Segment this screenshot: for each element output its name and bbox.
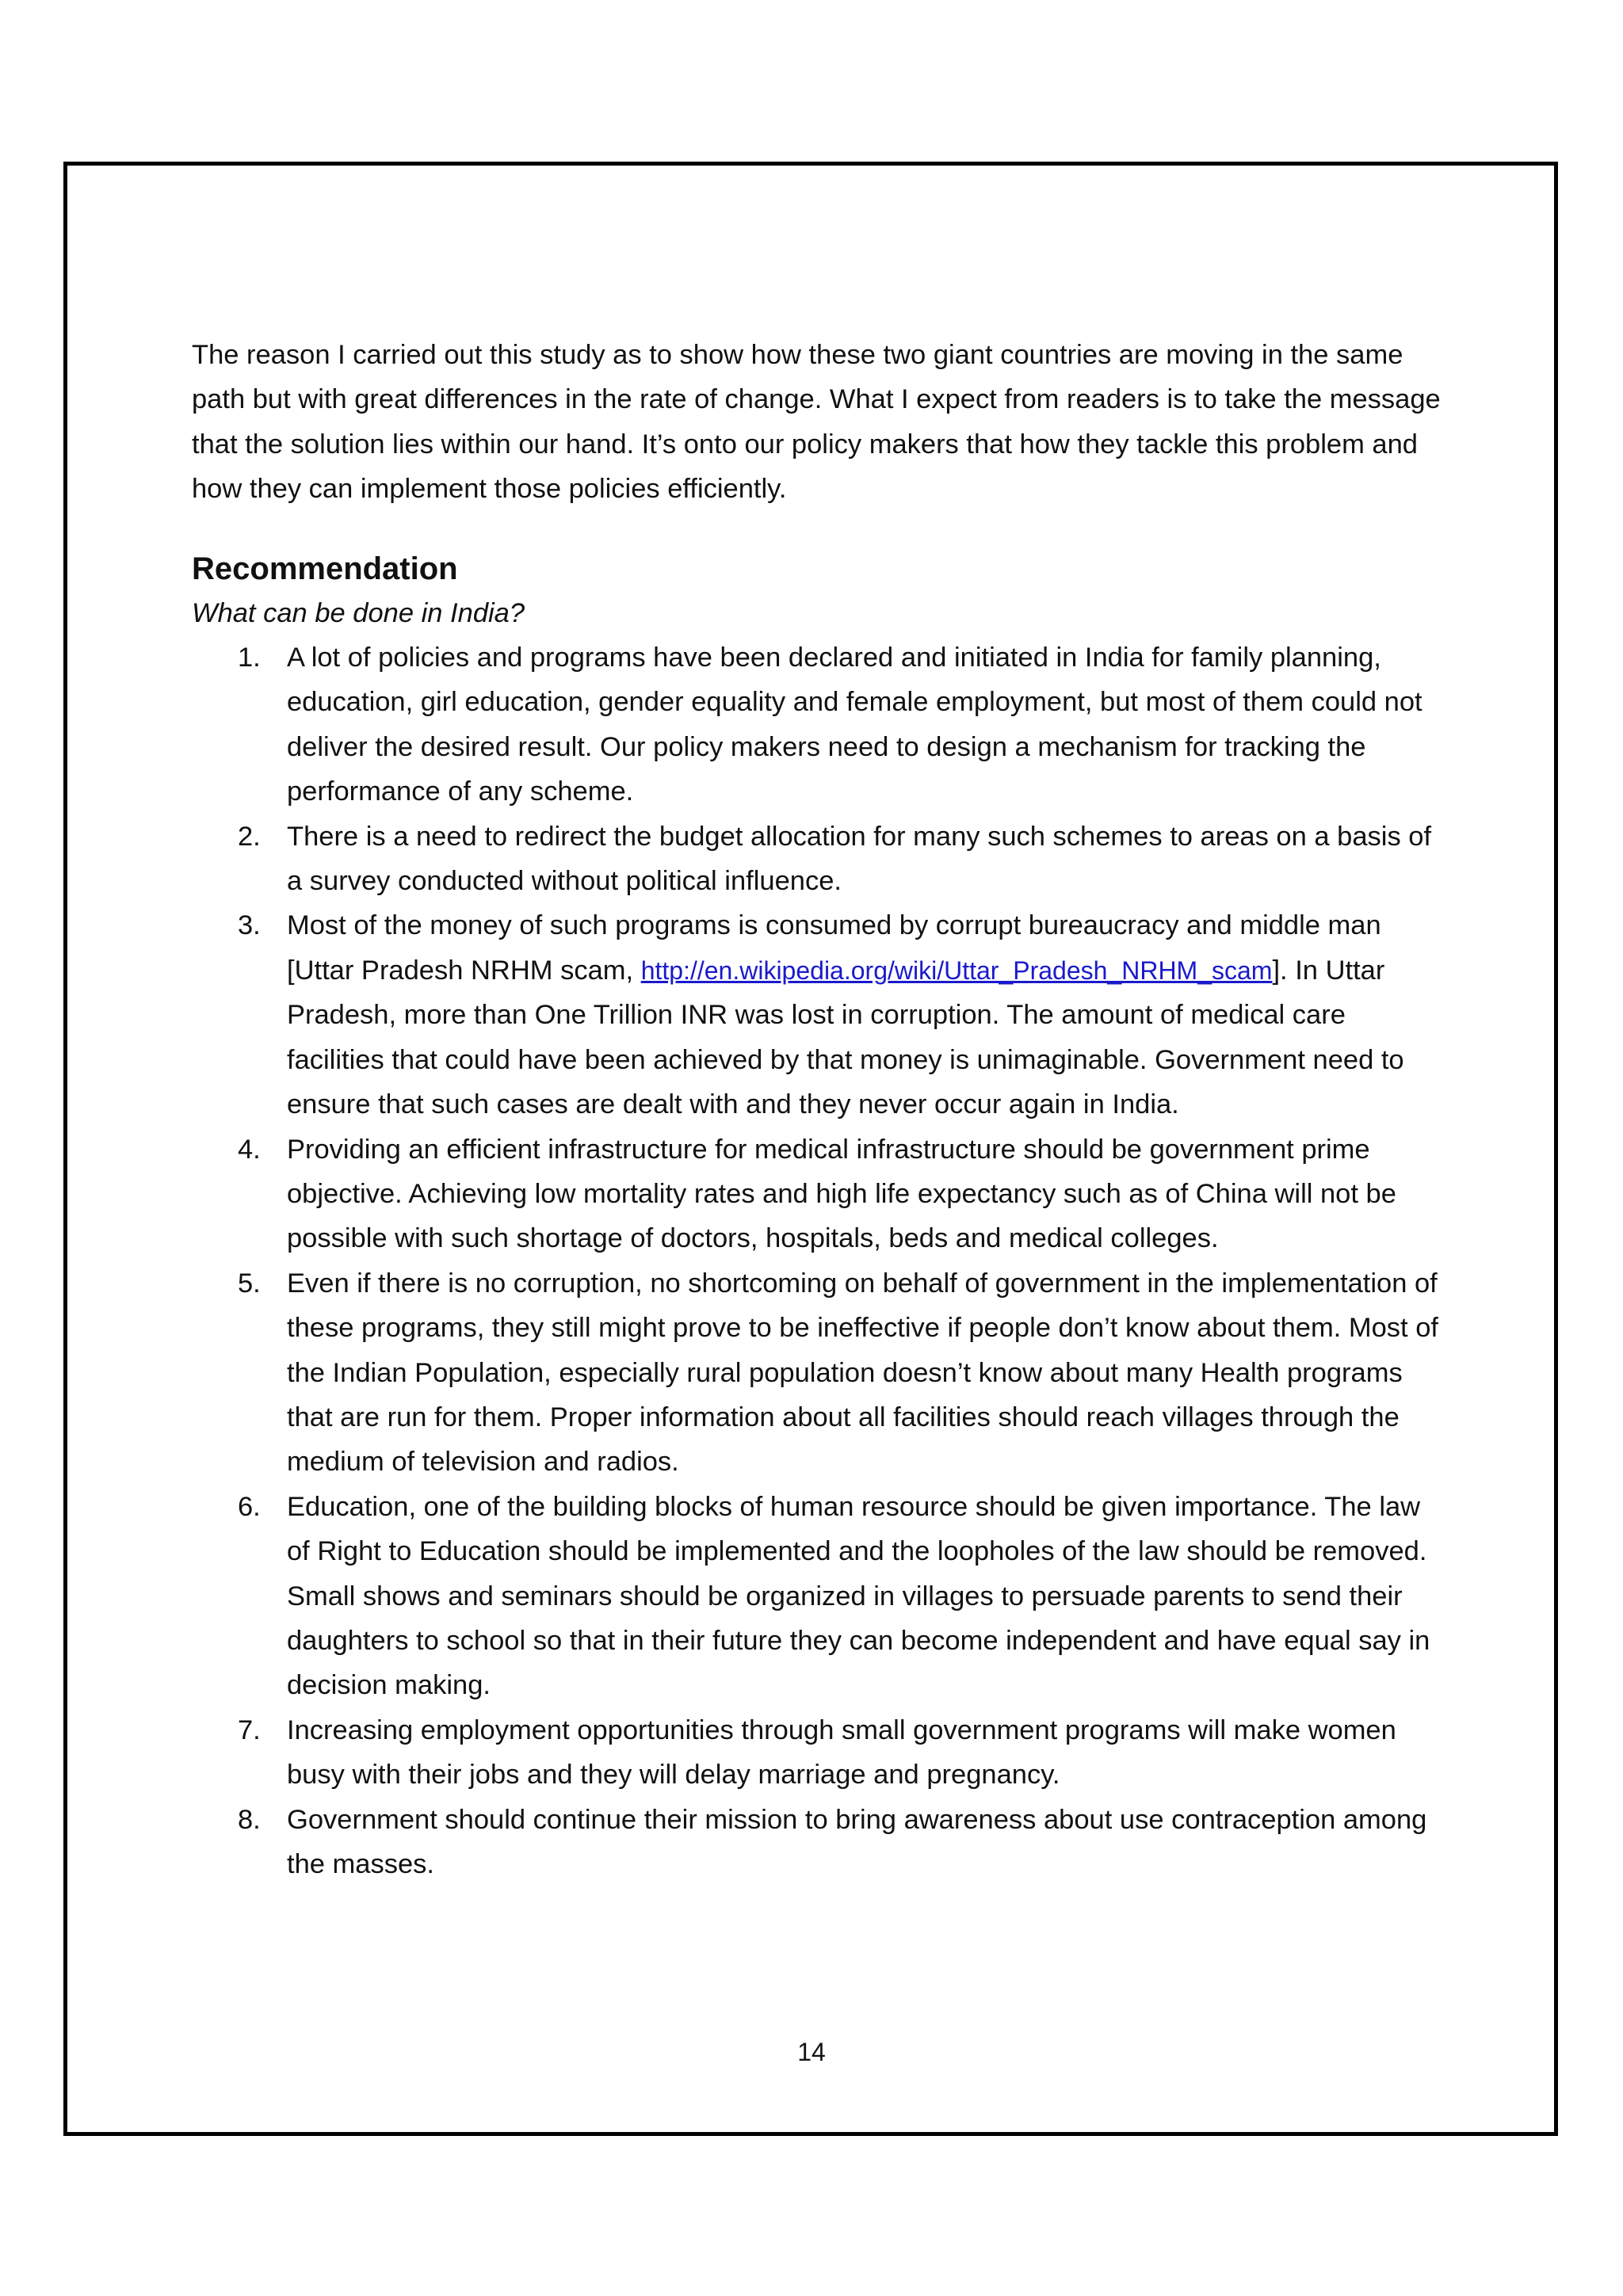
list-item — [192, 1261, 1444, 1485]
list-item-number: 3. — [238, 910, 261, 941]
list-item-number: 5. — [238, 1268, 261, 1299]
list-item — [192, 814, 1444, 904]
list-item-text: Even if there is no corruption, no shortcoming on behalf of government in the implementation of these programs, they still might prove to be ineffective if people don’t know about them. Most of the Indian Population, especially rural population doesn’t know about many Health programs that are run for them. Proper information about all facilities should reach villages through the medium of television and radios. — [287, 1268, 1438, 1478]
list-item-text: There is a need to redirect the budget allocation for many such schemes to areas on a basis of a survey conducted without political influence. — [287, 821, 1432, 897]
list-item-text: Most of the money of such programs is consumed by corrupt bureaucracy and middle man [Uttar Pradesh NRHM scam, — [287, 910, 1381, 986]
recommendation-list — [192, 635, 1444, 1886]
list-item-number: 2. — [238, 821, 261, 852]
list-item-number: 6. — [238, 1491, 261, 1522]
list-item-text: Providing an efficient infrastructure for medical infrastructure should be government prime objective. Achieving low mortality rates and high life expectancy such as of China will not be possible with such shortage of doctors, hospitals, beds and medical colleges. — [287, 1134, 1396, 1254]
section-heading: Recommendation — [192, 551, 458, 586]
list-item — [192, 903, 1444, 1127]
list-item-text: Education, one of the building blocks of human resource should be given importance. The law of Right to Education should be implemented and the loopholes of the law should be removed. Small shows and seminars should be organized in villages to persuade parents to send their daughters to school so that in their future they can become independent and have equal say in decision making. — [287, 1491, 1430, 1701]
page-number: 14 — [797, 2038, 826, 2066]
wikipedia-link[interactable]: http://en.wikipedia.org/wiki/Uttar_Pradesh_NRHM_scam — [640, 955, 1273, 985]
list-item — [192, 1127, 1444, 1261]
list-item-number: 8. — [238, 1804, 261, 1835]
list-item — [192, 635, 1444, 814]
list-item-text: A lot of policies and programs have been declared and initiated in India for family planning, education, girl education, gender equality and female employment, but most of them could not deliver the desired result. Our policy makers need to design a mechanism for tracking the performance of any scheme. — [287, 643, 1423, 807]
list-item — [192, 1485, 1444, 1708]
intro-paragraph: The reason I carried out this study as to show how these two giant countries are moving in the same path but with great differences in the rate of change. What I expect from readers is to take the message that the solution lies within our hand. It’s onto our policy makers that how they tackle this problem and how they can implement those policies efficiently. — [192, 340, 1441, 505]
list-item-number: 1. — [238, 643, 261, 673]
list-item-number: 7. — [238, 1714, 261, 1745]
section-subheading: What can be done in India? — [192, 597, 525, 628]
list-item-text-continued: ]. In Uttar Pradesh, more than One Trillion INR was lost in corruption. The amount of medical care facilities that could have been achieved by that money is unimaginable. Government need to ensure that such cases are dealt with and they never occur again in India. — [287, 955, 1404, 1120]
list-item-text: Increasing employment opportunities through small government programs will make women busy with their jobs and they will delay marriage and pregnancy. — [287, 1714, 1396, 1791]
list-item — [192, 1798, 1444, 1887]
list-item — [192, 1708, 1444, 1798]
page-content — [192, 333, 1444, 1886]
list-item-text: Government should continue their mission to bring awareness about use contraception among the masses. — [287, 1804, 1427, 1879]
list-item-number: 4. — [238, 1134, 261, 1165]
